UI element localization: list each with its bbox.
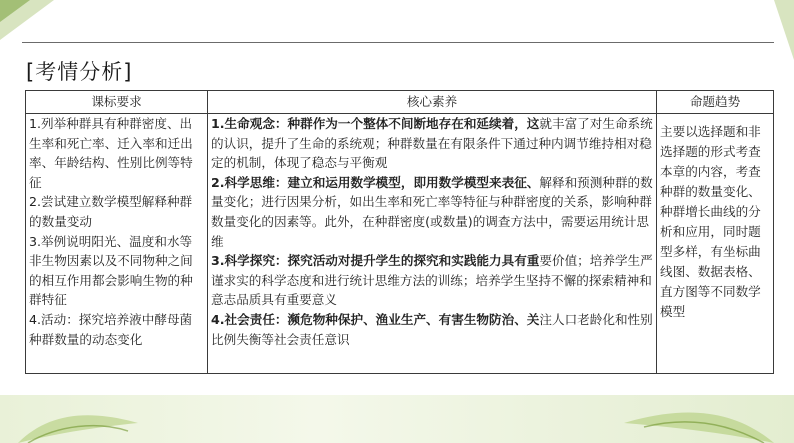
curriculum-item: 3.举例说明阳光、温度和水等非生物因素以及不同物种之间的相互作用都会影响生物的种群特征 xyxy=(29,233,193,308)
core-literacy-cell xyxy=(208,114,657,374)
literacy-body: 就丰富了对生命系统的认识，提升了生命的系统观；种群数量在有限条件下通过种内调节维持相对稳定的机制，体现了稳态与平衡观 xyxy=(211,116,653,171)
literacy-item xyxy=(211,173,653,251)
header-core-literacy: 核心素养 xyxy=(208,91,657,114)
literacy-head: 4.社会责任：濒危物种保护、渔业生产、有害生物防治、关 xyxy=(211,311,540,327)
curriculum-item: 2.尝试建立数学模型解释种群的数量变动 xyxy=(29,194,193,229)
header-trend: 命题趋势 xyxy=(657,91,774,114)
section-title: [考情分析] xyxy=(26,60,133,84)
literacy-item xyxy=(211,310,653,349)
table-header-row xyxy=(26,91,774,114)
trend-cell xyxy=(657,114,774,374)
literacy-head: 3.科学探究：探究活动对提升学生的探究和实践能力具有重 xyxy=(211,253,540,269)
table-row xyxy=(26,114,774,374)
corner-decoration-left xyxy=(0,0,54,40)
analysis-table xyxy=(25,90,774,374)
literacy-head: 1.生命观念：种群作为一个整体不间断地存在和延续着，这 xyxy=(211,116,540,131)
leaf-decoration-right xyxy=(624,401,774,443)
literacy-item xyxy=(211,114,653,173)
literacy-body: 解释和预测种群的数量变化；进行因果分析，如出生率和死亡率等特征与种群密度的关系，影响种群数量变化的因素等。此外，在种群密度(或数量)的调查方法中，需要运用统计思维 xyxy=(211,174,653,249)
leaf-decoration-left xyxy=(18,403,138,443)
header-rule xyxy=(22,42,774,43)
literacy-body: 注人口老龄化和性别比例失衡等社会责任意识 xyxy=(211,311,653,347)
curriculum-item: 4.活动：探究培养液中酵母菌种群数量的动态变化 xyxy=(29,311,193,347)
corner-decoration-right xyxy=(770,0,794,60)
trend-text: 主要以选择题和非选择题的形式考查本章的内容，考查种群的数量变化、种群增长曲线的分析和应用，同时题型多样，有坐标曲线图、数据表格、直方图等不同数学模型 xyxy=(660,124,761,319)
literacy-item xyxy=(211,251,653,310)
curriculum-cell xyxy=(26,114,208,374)
header-curriculum: 课标要求 xyxy=(26,91,208,114)
curriculum-item: 1.列举种群具有种群密度、出生率和死亡率、迁入率和迁出率、年龄结构、性别比例等特征 xyxy=(29,116,193,190)
literacy-body: 要价值；培养学生严谨求实的科学态度和进行统计思维方法的训练；培养学生坚持不懈的探索精神和意志品质具有重要意义 xyxy=(211,253,653,308)
literacy-head: 2.科学思维：建立和运用数学模型，即用数学模型来表征、 xyxy=(211,174,540,190)
